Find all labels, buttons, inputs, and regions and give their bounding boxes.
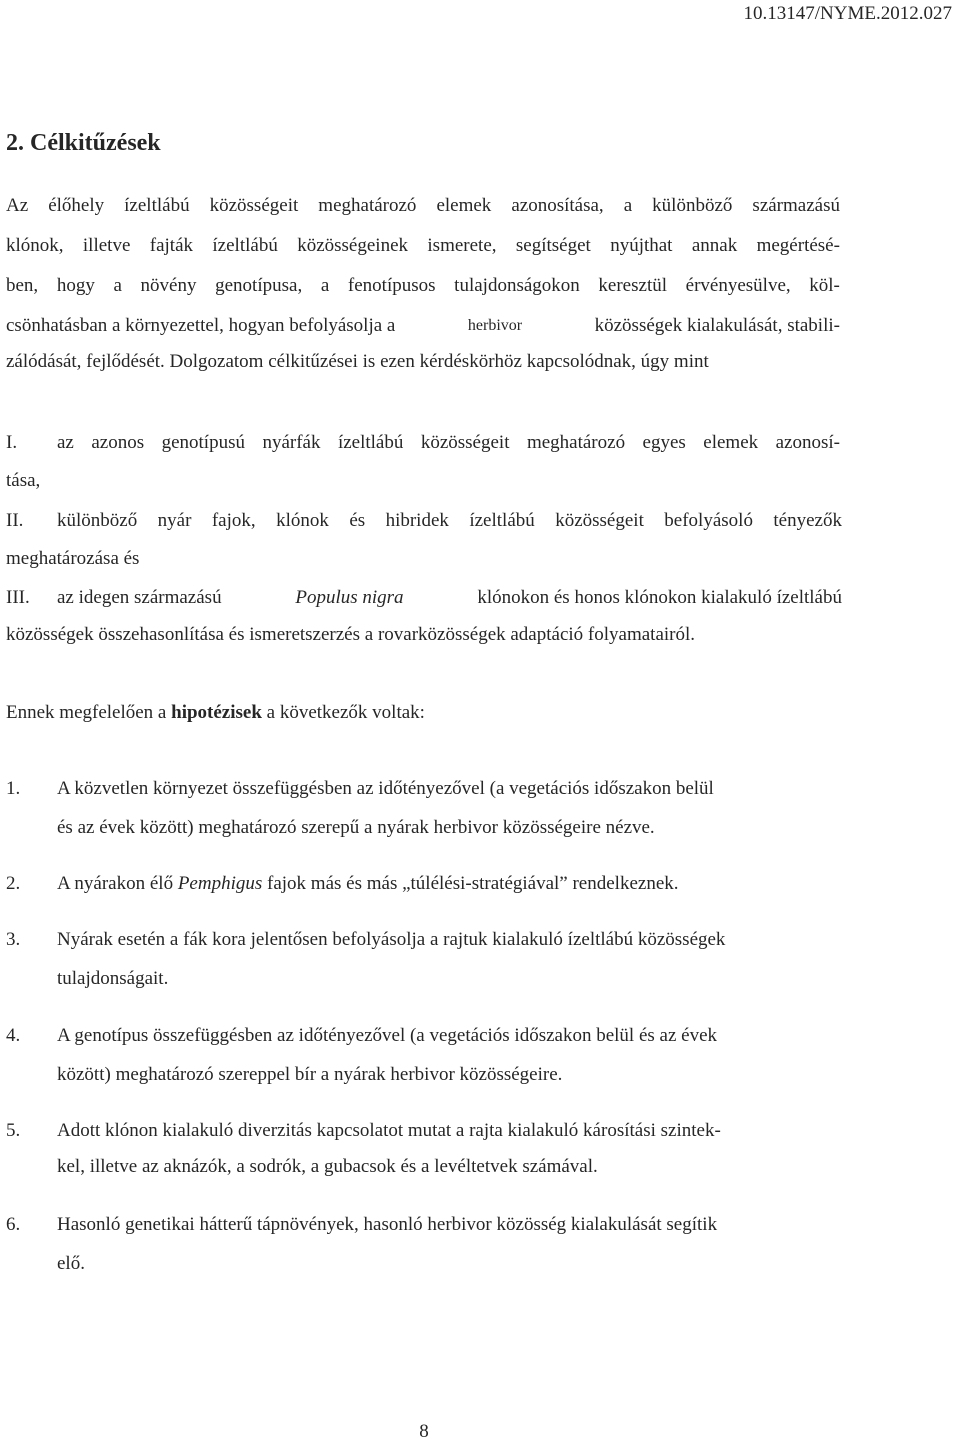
word: tényezők: [773, 510, 842, 531]
hypothesis-3-line-2: tulajdonságait.: [57, 968, 169, 989]
hypotheses-intro: [6, 701, 425, 725]
word: ízeltlábú: [469, 510, 535, 531]
aim-iii-line-2: közösségek összehasonlítása és ismeretszerzés a rovarközösségek adaptáció folyamatairól.: [6, 624, 696, 645]
word: hogy: [56, 275, 95, 296]
word: klónok: [276, 510, 329, 531]
hypothesis-2-line-1: [57, 872, 679, 896]
word: ízeltlábú: [124, 195, 190, 216]
hypothesis-4-line-1: A genotípus összefüggésben az időtényezővel (a vegetációs időszakon belül és az évek: [57, 1025, 718, 1046]
aim-i-line-2: tása,: [6, 470, 41, 491]
word: fenotípusos: [347, 275, 436, 296]
intro-line-2: [6, 234, 840, 258]
hypothesis-6-number: 6.: [6, 1214, 21, 1235]
hypotheses-intro-a: Ennek megfelelően a: [6, 702, 167, 723]
word: közösségeit: [209, 195, 299, 216]
word: genotípusú: [161, 432, 245, 453]
hypothesis-4-number: 4.: [6, 1025, 21, 1046]
word: a: [113, 275, 122, 296]
hypothesis-6-line-1: Hasonló genetikai hátterű tápnövények, hasonló herbivor közösség kialakulását segítik: [57, 1214, 718, 1235]
word: nyújthat: [610, 235, 673, 256]
hypothesis-1-line-2: és az évek között) meghatározó szerepű a nyárak herbivor közösségeire nézve.: [57, 817, 655, 838]
intro-line-1: [6, 194, 840, 218]
hypotheses-intro-c: a következők voltak:: [266, 702, 425, 723]
hypothesis-6-line-2: elő.: [57, 1253, 85, 1274]
word: élőhely: [48, 195, 105, 216]
word: különböző: [57, 510, 138, 531]
page-number: 8: [419, 1421, 429, 1442]
word: a: [623, 195, 633, 216]
hypothesis-1-number: 1.: [6, 778, 21, 799]
hypothesis-5-number: 5.: [6, 1120, 21, 1141]
word: közösségeit: [420, 432, 510, 453]
word: ízeltlábú: [337, 432, 404, 453]
aim-ii-line-2: meghatározása és: [6, 548, 140, 569]
hypothesis-3-number: 3.: [6, 929, 21, 950]
word: hibridek: [385, 510, 449, 531]
hypothesis-1-line-1: A közvetlen környezet összefüggésben az időtényezővel (a vegetációs időszakon belül: [57, 778, 714, 799]
word: egyes: [642, 432, 686, 453]
word: közösségeit: [555, 510, 644, 531]
word: befolyásoló: [664, 510, 753, 531]
intro-line-4-herbivor: herbivor: [467, 317, 523, 334]
hypotheses-keyword: hipotézisek: [171, 702, 262, 723]
word: klónok,: [6, 235, 64, 256]
aim-iii-line-1-c: klónokon és honos klónokon kialakuló ízeltlábú: [477, 587, 842, 608]
word: az: [57, 432, 74, 453]
word: tulajdonságokon: [454, 275, 580, 296]
word: közösségeinek: [297, 235, 409, 256]
hypothesis-5-line-1: Adott klónon kialakuló diverzitás kapcsolatot mutat a rajta kialakuló károsítási szintek-: [57, 1120, 721, 1141]
word: keresztül: [598, 275, 667, 296]
word: különböző: [652, 195, 733, 216]
word: ismerete,: [427, 235, 497, 256]
word: azonos: [91, 432, 145, 453]
aim-iii-line-1-a: az idegen származású: [57, 587, 222, 608]
intro-line-4-a: csönhatásban a környezettel, hogyan befolyásolja a: [6, 315, 396, 336]
word: nyárfák: [262, 432, 321, 453]
hypothesis-4-line-2: között) meghatározó szereppel bír a nyárak herbivor közösségeire.: [57, 1064, 563, 1085]
intro-line-5: zálódását, fejlődését. Dolgozatom célkitűzései is ezen kérdéskörhöz kapcsolódnak, úgy mint: [6, 351, 709, 372]
word: Az: [6, 195, 29, 216]
word: ízeltlábú: [212, 235, 278, 256]
hypothesis-2-c: fajok más és más „túlélési-stratégiával” rendelkeznek.: [267, 873, 679, 894]
aim-ii-label: II.: [6, 510, 24, 531]
hypothesis-2-number: 2.: [6, 873, 21, 894]
word: segítséget: [515, 235, 591, 256]
word: meghatározó: [318, 195, 417, 216]
intro-line-3: [6, 274, 840, 298]
word: származású: [752, 195, 840, 216]
word: és: [349, 510, 366, 531]
aim-i-label: I.: [6, 432, 18, 453]
hypothesis-2-genus: Pemphigus: [177, 873, 263, 894]
hypothesis-3-line-1: Nyárak esetén a fák kora jelentősen befolyásolja a rajtuk kialakuló ízeltlábú közösségek: [57, 929, 726, 950]
word: megértésé-: [756, 235, 840, 256]
aim-iii-line-1: [57, 586, 842, 610]
section-title: 2. Célkitűzések: [6, 130, 161, 157]
aim-i-line-1: [57, 431, 840, 455]
word: illetve: [82, 235, 131, 256]
aim-iii-label: III.: [6, 587, 30, 608]
word: nyár: [157, 510, 192, 531]
word: növény: [140, 275, 197, 296]
word: a: [320, 275, 330, 296]
aim-ii-line-1: [57, 509, 842, 533]
word: köl-: [809, 275, 840, 296]
hypothesis-5-line-2: kel, illetve az aknázók, a sodrók, a gubacsok és a levéltetvek számával.: [57, 1156, 598, 1177]
word: meghatározó: [526, 432, 626, 453]
word: elemek: [703, 432, 759, 453]
hypothesis-2-a: A nyárakon élő: [57, 873, 174, 894]
word: fajták: [149, 235, 194, 256]
doi-header: 10.13147/NYME.2012.027: [743, 3, 952, 24]
word: érvényesülve,: [685, 275, 791, 296]
aim-iii-species: Populus nigra: [295, 587, 404, 608]
word: genotípusa,: [215, 275, 303, 296]
word: ben,: [6, 275, 39, 296]
word: azonosí-: [775, 432, 840, 453]
intro-line-4-c: közösségek kialakulását, stabili-: [594, 315, 840, 336]
word: fajok,: [211, 510, 256, 531]
word: elemek: [436, 195, 492, 216]
word: annak: [691, 235, 738, 256]
word: azonosítása,: [511, 195, 604, 216]
intro-line-4: [6, 314, 840, 338]
